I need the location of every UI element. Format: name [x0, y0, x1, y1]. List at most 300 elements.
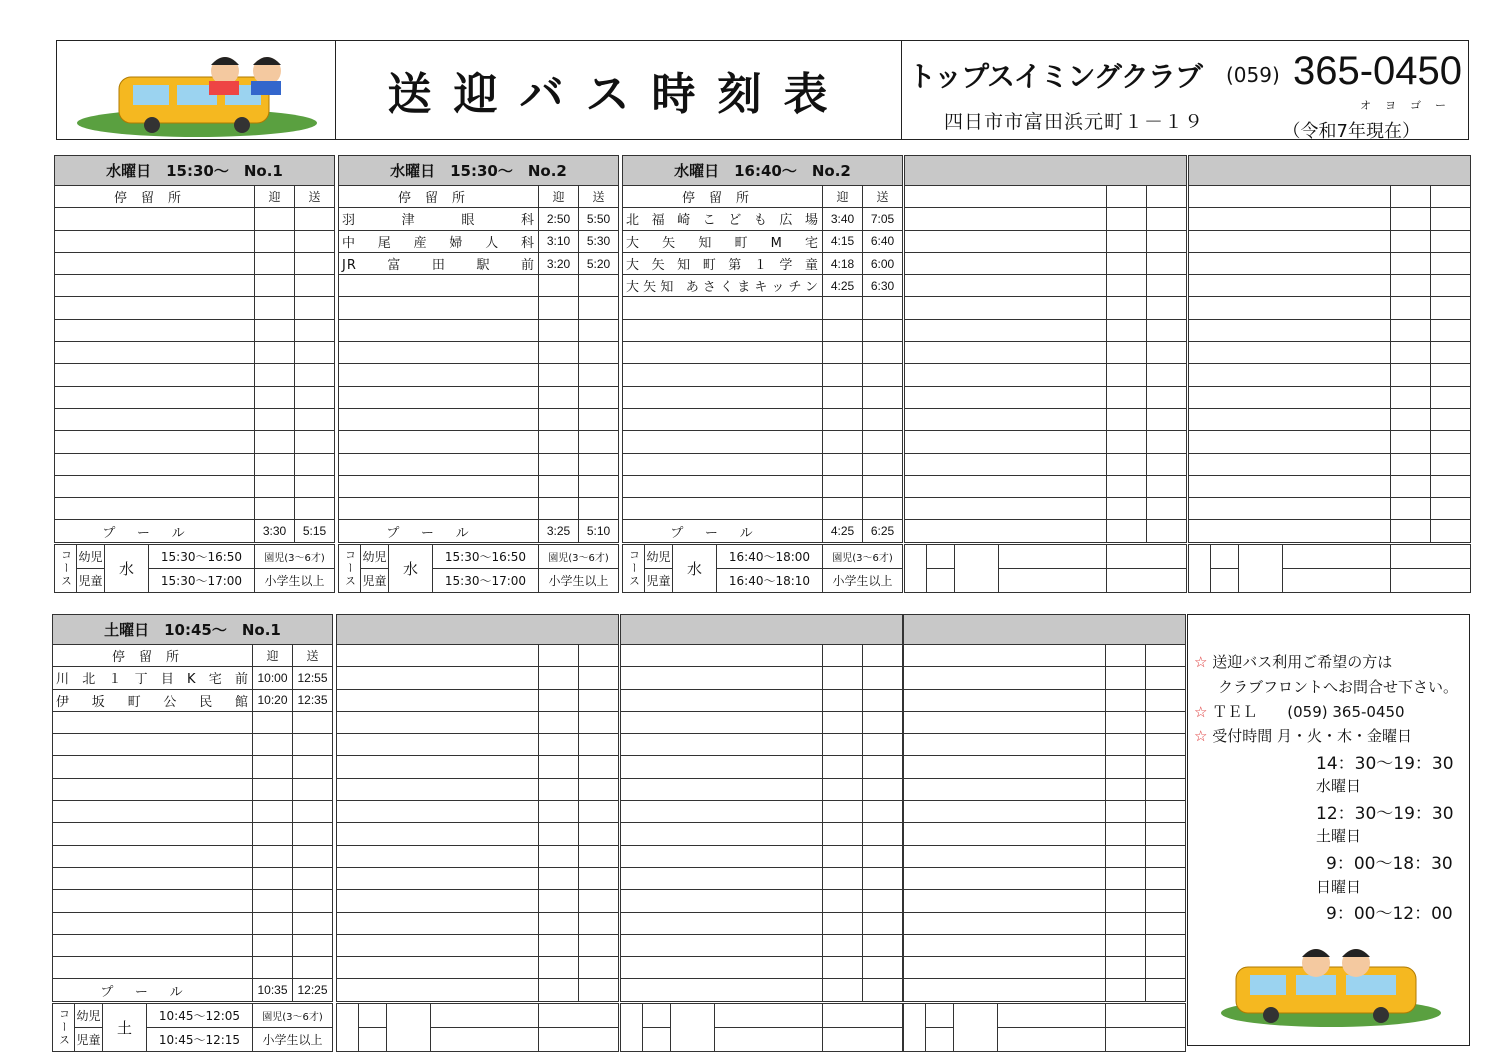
- course-table-8: [620, 1003, 903, 1052]
- empty-row: [339, 498, 619, 520]
- dropoff-column-header: 送: [579, 186, 619, 208]
- empty-row: [337, 801, 619, 823]
- timetable-header-row: [53, 615, 333, 645]
- child-age: 小学生以上: [823, 568, 903, 592]
- empty-row: [905, 230, 1187, 252]
- timetable-header-row: [623, 156, 903, 186]
- empty-row: [905, 408, 1187, 430]
- empty-row: [339, 364, 619, 386]
- course-row-child: [55, 568, 335, 592]
- empty-row: [905, 319, 1187, 341]
- pool-row: [623, 520, 903, 542]
- child-course-time: 15:30～17:00: [149, 568, 255, 592]
- pool-pickup-time: 10:35: [253, 979, 293, 1001]
- empty-row: [905, 342, 1187, 364]
- empty-row: [55, 453, 335, 475]
- wed-label: 水曜日: [1316, 777, 1362, 795]
- infant-age: 園児(3～6才): [823, 544, 903, 568]
- empty-row: [339, 453, 619, 475]
- empty-row: [55, 252, 335, 274]
- dropoff-time: 5:30: [579, 230, 619, 252]
- stop-row: [623, 230, 903, 252]
- child-age: 小学生以上: [253, 1027, 333, 1051]
- column-header-row: [905, 186, 1187, 208]
- dropoff-time: 5:20: [579, 252, 619, 274]
- stop-column-header: 停留所: [55, 186, 255, 208]
- stop-name: 川北１丁目K宅前: [53, 667, 253, 689]
- pickup-column-header: 迎: [823, 186, 863, 208]
- stop-column-header: 停留所: [339, 186, 539, 208]
- empty-row: [55, 297, 335, 319]
- course-row-empty: [904, 1027, 1186, 1051]
- timetable-header: 水曜日 16:40～ No.2: [623, 156, 903, 186]
- timetable-2: [338, 155, 619, 543]
- pool-dropoff-time: 6:25: [863, 520, 903, 542]
- dropoff-time: 6:30: [863, 275, 903, 297]
- course-table-5: [1188, 544, 1471, 593]
- empty-row: [1189, 342, 1471, 364]
- infant-label: 幼児: [77, 544, 105, 568]
- empty-row: [1189, 208, 1471, 230]
- club-phone-kana: オヨゴー: [1360, 99, 1460, 112]
- star-icon: ☆: [1194, 653, 1208, 671]
- pickup-column-header: 迎: [539, 186, 579, 208]
- infant-label: 幼児: [645, 544, 673, 568]
- empty-row: [623, 431, 903, 453]
- child-age: 小学生以上: [539, 568, 619, 592]
- stop-row: [339, 230, 619, 252]
- empty-row: [905, 520, 1187, 542]
- school-bus-icon: [1216, 933, 1446, 1031]
- column-header-row: [337, 645, 619, 667]
- empty-row: [904, 867, 1186, 889]
- infant-course-time: 10:45～12:05: [147, 1003, 253, 1027]
- stop-name: JR富田駅前: [339, 252, 539, 274]
- empty-row: [904, 957, 1186, 979]
- course-table-4: [904, 544, 1187, 593]
- empty-row: [53, 711, 333, 733]
- stop-name: 大矢知 あさくまキッチン: [623, 275, 823, 297]
- timetable-9: [903, 614, 1186, 1002]
- stop-row: [339, 208, 619, 230]
- course-table-9: [903, 1003, 1186, 1052]
- course-row-child: [623, 568, 903, 592]
- pickup-time: 3:10: [539, 230, 579, 252]
- pool-dropoff-time: 12:25: [293, 979, 333, 1001]
- stop-name: 伊坂町公民館: [53, 689, 253, 711]
- course-row-empty: [621, 1027, 903, 1051]
- timetable-header-row: [904, 615, 1186, 645]
- empty-row: [621, 957, 903, 979]
- stop-row: [339, 252, 619, 274]
- pool-label: プール: [339, 520, 539, 542]
- timetable-7: [336, 614, 619, 1002]
- course-row-infant: [53, 1003, 333, 1027]
- star-icon: ☆: [1194, 703, 1208, 721]
- info-tel: ☆ ＴＥＬ (059) 365-0450: [1194, 703, 1405, 721]
- stop-row: [53, 667, 333, 689]
- course-row-empty: [1189, 544, 1471, 568]
- stop-row: [623, 275, 903, 297]
- empty-row: [339, 475, 619, 497]
- timetable-header-row: [55, 156, 335, 186]
- empty-row: [53, 778, 333, 800]
- infant-age: 園児(3～6才): [539, 544, 619, 568]
- empty-row: [1189, 453, 1471, 475]
- dropoff-time: 5:50: [579, 208, 619, 230]
- club-phone: 365-0450: [1292, 49, 1462, 93]
- dropoff-column-header: 送: [293, 645, 333, 667]
- empty-row: [1189, 386, 1471, 408]
- timetable-header: [1189, 156, 1471, 186]
- pool-pickup-time: 3:30: [255, 520, 295, 542]
- club-info: [901, 40, 1469, 140]
- empty-row: [337, 867, 619, 889]
- sun-label: 日曜日: [1316, 878, 1362, 896]
- infant-label: 幼児: [361, 544, 389, 568]
- empty-row: [339, 408, 619, 430]
- empty-row: [623, 475, 903, 497]
- timetable-5: [1188, 155, 1471, 543]
- empty-row: [905, 453, 1187, 475]
- empty-row: [623, 498, 903, 520]
- course-row-infant: [55, 544, 335, 568]
- empty-row: [621, 689, 903, 711]
- pickup-time: 2:50: [539, 208, 579, 230]
- pool-row: [339, 520, 619, 542]
- empty-row: [53, 845, 333, 867]
- empty-row: [53, 934, 333, 956]
- empty-row: [623, 297, 903, 319]
- empty-row: [337, 912, 619, 934]
- timetable-header-row: [339, 156, 619, 186]
- empty-row: [1189, 364, 1471, 386]
- empty-row: [905, 475, 1187, 497]
- stop-column-header: 停留所: [623, 186, 823, 208]
- empty-row: [1189, 297, 1471, 319]
- empty-row: [905, 498, 1187, 520]
- empty-row: [339, 319, 619, 341]
- empty-row: [623, 319, 903, 341]
- pool-dropoff-time: 5:15: [295, 520, 335, 542]
- empty-row: [53, 912, 333, 934]
- stop-name: 北福崎こども広場: [623, 208, 823, 230]
- empty-row: [905, 364, 1187, 386]
- empty-row: [339, 275, 619, 297]
- empty-row: [621, 890, 903, 912]
- timetable-header-row: [337, 615, 619, 645]
- column-header-row: [623, 186, 903, 208]
- course-table-6: [52, 1003, 333, 1052]
- empty-row: [339, 342, 619, 364]
- empty-row: [1189, 431, 1471, 453]
- empty-row: [55, 408, 335, 430]
- empty-row: [905, 275, 1187, 297]
- empty-row: [905, 252, 1187, 274]
- empty-row: [623, 386, 903, 408]
- empty-row: [621, 756, 903, 778]
- info-hours: ☆ 受付時間 月・火・木・金曜日: [1194, 727, 1413, 745]
- infant-label: 幼児: [75, 1003, 103, 1027]
- empty-row: [621, 667, 903, 689]
- timetable-3: [622, 155, 903, 543]
- timetable-header: 水曜日 15:30～ No.1: [55, 156, 335, 186]
- course-row-child: [339, 568, 619, 592]
- pickup-time: 3:40: [823, 208, 863, 230]
- course-table-2: [338, 544, 619, 593]
- course-row-empty: [1189, 568, 1471, 592]
- empty-row: [904, 689, 1186, 711]
- empty-row: [339, 386, 619, 408]
- info-line1: ☆ 送迎バス利用ご希望の方は: [1194, 653, 1393, 671]
- timetable-header: [904, 615, 1186, 645]
- hours-sat: 9：00～18：30: [1326, 854, 1453, 874]
- course-label: コース: [55, 544, 77, 592]
- course-row-empty: [905, 544, 1187, 568]
- course-table-7: [336, 1003, 619, 1052]
- empty-row: [53, 823, 333, 845]
- empty-row: [623, 342, 903, 364]
- empty-row: [904, 734, 1186, 756]
- empty-row: [339, 431, 619, 453]
- column-header-row: [53, 645, 333, 667]
- empty-row: [905, 208, 1187, 230]
- column-header-row: [621, 645, 903, 667]
- empty-row: [904, 934, 1186, 956]
- empty-row: [904, 778, 1186, 800]
- empty-row: [53, 801, 333, 823]
- empty-row: [904, 667, 1186, 689]
- pickup-time: 4:15: [823, 230, 863, 252]
- page-title: [335, 40, 902, 140]
- course-table-3: [622, 544, 903, 593]
- infant-course-time: 15:30～16:50: [433, 544, 539, 568]
- info-line2: クラブフロントへお問合せ下さい。: [1218, 678, 1459, 696]
- column-header-row: [904, 645, 1186, 667]
- hours-sun: 9：00～12：00: [1326, 904, 1453, 924]
- info-panel: [1187, 614, 1470, 1046]
- empty-row: [337, 845, 619, 867]
- dropoff-time: 12:55: [293, 667, 333, 689]
- empty-row: [337, 823, 619, 845]
- pool-label: プール: [55, 520, 255, 542]
- empty-row: [621, 823, 903, 845]
- dropoff-time: 12:35: [293, 689, 333, 711]
- empty-row: [904, 756, 1186, 778]
- column-header-row: [55, 186, 335, 208]
- course-row-child: [53, 1027, 333, 1051]
- pool-label: プール: [53, 979, 253, 1001]
- course-row-empty: [337, 1027, 619, 1051]
- empty-row: [337, 689, 619, 711]
- child-label: 児童: [645, 568, 673, 592]
- child-course-time: 10:45～12:15: [147, 1027, 253, 1051]
- pickup-time: 10:20: [253, 689, 293, 711]
- stop-row: [623, 252, 903, 274]
- timetable-header-row: [1189, 156, 1471, 186]
- empty-row: [621, 912, 903, 934]
- empty-row: [1189, 498, 1471, 520]
- stop-name: 羽津眼科: [339, 208, 539, 230]
- pickup-time: 3:20: [539, 252, 579, 274]
- empty-row: [1189, 475, 1471, 497]
- empty-row: [621, 801, 903, 823]
- pickup-column-header: 迎: [253, 645, 293, 667]
- empty-row: [55, 342, 335, 364]
- empty-row: [905, 431, 1187, 453]
- child-course-time: 15:30～17:00: [433, 568, 539, 592]
- timetable-6: [52, 614, 333, 1002]
- empty-row: [55, 230, 335, 252]
- empty-row: [1189, 319, 1471, 341]
- infant-age: 園児(3～6才): [253, 1003, 333, 1027]
- pool-dropoff-time: 5:10: [579, 520, 619, 542]
- course-day: 土: [103, 1003, 147, 1051]
- stop-row: [53, 689, 333, 711]
- empty-row: [904, 979, 1186, 1001]
- empty-row: [621, 734, 903, 756]
- empty-row: [904, 912, 1186, 934]
- empty-row: [1189, 520, 1471, 542]
- club-area-code: (059): [1226, 63, 1280, 87]
- empty-row: [337, 934, 619, 956]
- empty-row: [621, 711, 903, 733]
- empty-row: [53, 867, 333, 889]
- pool-row: [53, 979, 333, 1001]
- stop-column-header: 停留所: [53, 645, 253, 667]
- pickup-time: 4:18: [823, 252, 863, 274]
- dropoff-column-header: 送: [863, 186, 903, 208]
- empty-row: [623, 364, 903, 386]
- stop-name: 大矢知町M宅: [623, 230, 823, 252]
- empty-row: [1189, 275, 1471, 297]
- course-day: 水: [389, 544, 433, 592]
- course-row-empty: [904, 1003, 1186, 1027]
- empty-row: [1189, 408, 1471, 430]
- page-title-text: 送迎バス時刻表: [387, 69, 850, 120]
- child-label: 児童: [361, 568, 389, 592]
- empty-row: [623, 453, 903, 475]
- empty-row: [55, 431, 335, 453]
- empty-row: [337, 667, 619, 689]
- stop-name: 大矢知町第１学童: [623, 252, 823, 274]
- timetable-1: [54, 155, 335, 543]
- course-day: 水: [673, 544, 717, 592]
- child-label: 児童: [75, 1027, 103, 1051]
- child-course-time: 16:40～18:10: [717, 568, 823, 592]
- empty-row: [905, 386, 1187, 408]
- empty-row: [55, 386, 335, 408]
- course-row-infant: [623, 544, 903, 568]
- course-label: コース: [339, 544, 361, 592]
- empty-row: [337, 778, 619, 800]
- empty-row: [1189, 252, 1471, 274]
- sat-label: 土曜日: [1316, 827, 1362, 845]
- hours-wed: 12：30～19：30: [1316, 804, 1454, 824]
- empty-row: [904, 711, 1186, 733]
- empty-row: [339, 297, 619, 319]
- as-of-date: （令和7年現在）: [1282, 121, 1420, 142]
- school-bus-icon: [57, 41, 335, 139]
- timetable-header: 土曜日 10:45～ No.1: [53, 615, 333, 645]
- column-header-row: [339, 186, 619, 208]
- empty-row: [621, 867, 903, 889]
- child-label: 児童: [77, 568, 105, 592]
- dropoff-column-header: 送: [295, 186, 335, 208]
- course-row-empty: [905, 568, 1187, 592]
- empty-row: [337, 979, 619, 1001]
- star-icon: ☆: [1194, 727, 1208, 745]
- timetable-header: [337, 615, 619, 645]
- pool-row: [55, 520, 335, 542]
- empty-row: [904, 845, 1186, 867]
- empty-row: [904, 801, 1186, 823]
- empty-row: [621, 979, 903, 1001]
- club-address: 四日市市富田浜元町１－１９: [944, 111, 1205, 133]
- empty-row: [621, 778, 903, 800]
- empty-row: [55, 498, 335, 520]
- empty-row: [55, 275, 335, 297]
- empty-row: [337, 890, 619, 912]
- empty-row: [53, 734, 333, 756]
- pickup-time: 4:25: [823, 275, 863, 297]
- empty-row: [55, 475, 335, 497]
- empty-row: [1189, 230, 1471, 252]
- course-row-empty: [621, 1003, 903, 1027]
- empty-row: [55, 208, 335, 230]
- empty-row: [337, 711, 619, 733]
- timetable-header-row: [905, 156, 1187, 186]
- infant-course-time: 16:40～18:00: [717, 544, 823, 568]
- empty-row: [337, 756, 619, 778]
- empty-row: [53, 756, 333, 778]
- course-row-empty: [337, 1003, 619, 1027]
- infant-course-time: 15:30～16:50: [149, 544, 255, 568]
- pool-label: プール: [623, 520, 823, 542]
- pickup-time: 10:00: [253, 667, 293, 689]
- empty-row: [621, 845, 903, 867]
- stop-name: 中尾産婦人科: [339, 230, 539, 252]
- timetable-header: [621, 615, 903, 645]
- course-table-1: [54, 544, 335, 593]
- column-header-row: [1189, 186, 1471, 208]
- hours-weekday: 14：30～19：30: [1316, 754, 1454, 774]
- course-day: 水: [105, 544, 149, 592]
- timetable-header: [905, 156, 1187, 186]
- dropoff-time: 6:00: [863, 252, 903, 274]
- empty-row: [337, 734, 619, 756]
- empty-row: [337, 957, 619, 979]
- empty-row: [904, 823, 1186, 845]
- dropoff-time: 6:40: [863, 230, 903, 252]
- empty-row: [621, 934, 903, 956]
- infant-age: 園児(3～6才): [255, 544, 335, 568]
- stop-row: [623, 208, 903, 230]
- pool-pickup-time: 4:25: [823, 520, 863, 542]
- club-name: トップスイミングクラブ: [908, 60, 1202, 93]
- empty-row: [905, 297, 1187, 319]
- course-label: コース: [623, 544, 645, 592]
- pickup-column-header: 迎: [255, 186, 295, 208]
- timetable-4: [904, 155, 1187, 543]
- logo-panel: [56, 40, 336, 140]
- empty-row: [55, 319, 335, 341]
- empty-row: [53, 957, 333, 979]
- course-label: コース: [53, 1003, 75, 1051]
- timetable-header: 水曜日 15:30～ No.2: [339, 156, 619, 186]
- child-age: 小学生以上: [255, 568, 335, 592]
- empty-row: [55, 364, 335, 386]
